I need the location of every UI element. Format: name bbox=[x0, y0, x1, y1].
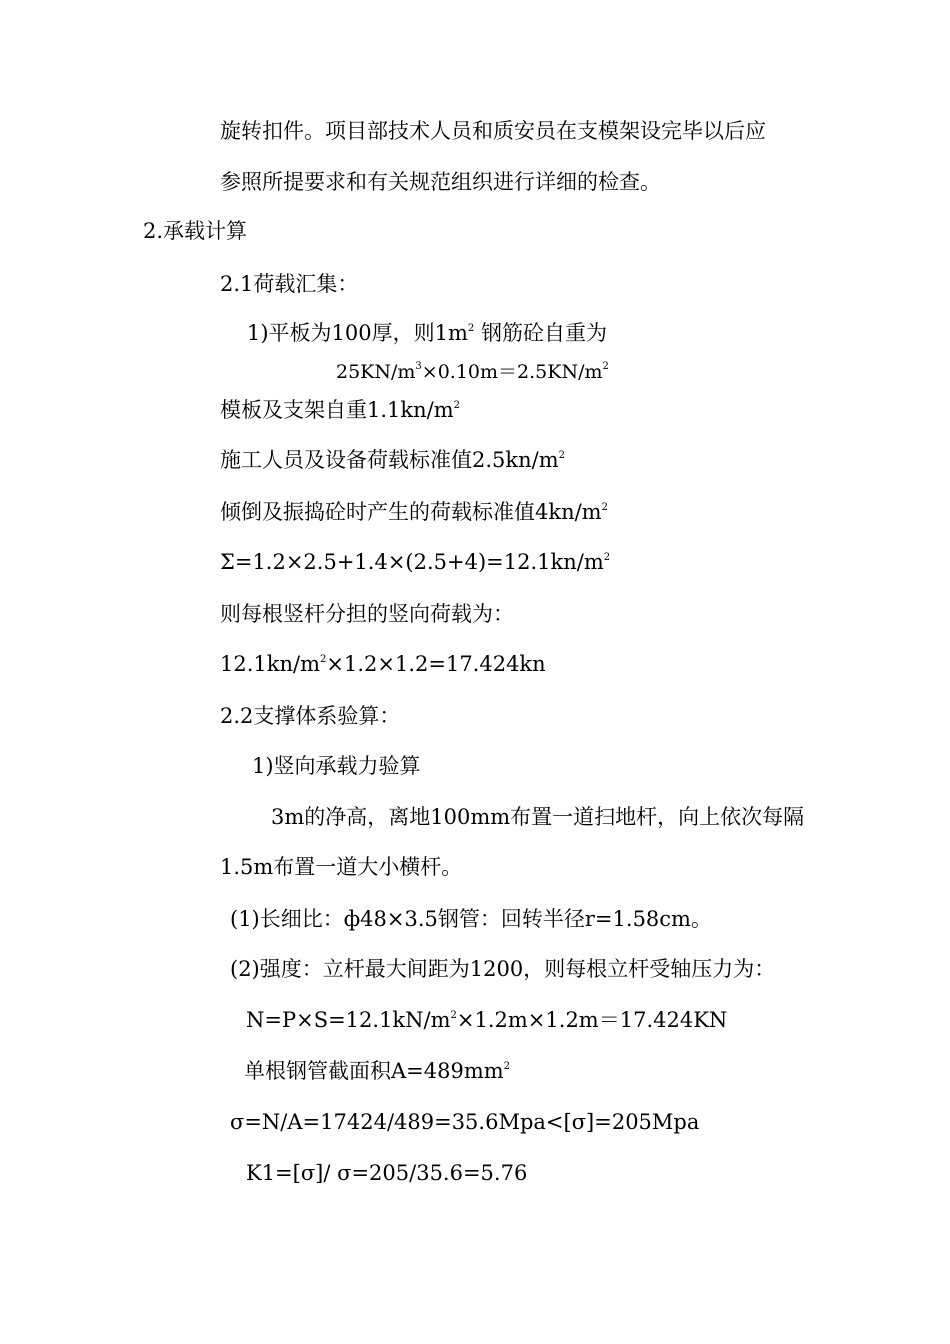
text-line-2: 参照所提要求和有关规范组织进行详细的检查。 bbox=[220, 170, 661, 194]
text-segment: 12.1kn/m bbox=[220, 652, 320, 676]
text-line-pouring bbox=[220, 498, 608, 526]
text-segment: 施工人员及设备荷载标准值2.5kn/m bbox=[220, 448, 559, 472]
superscript: 2 bbox=[603, 552, 611, 563]
text-line-height: 3m的净高，离地100mm布置一道扫地杆，向上依次每隔 bbox=[271, 805, 805, 829]
text-line-vertical-check: 1)竖向承载力验算 bbox=[252, 754, 421, 778]
superscript: 2 bbox=[503, 1061, 511, 1072]
text-line-per-pole: 则每根竖杆分担的竖向荷载为： bbox=[220, 602, 514, 626]
text-segment: 25KN/m bbox=[336, 361, 416, 383]
text-segment: 1)平板为100厚，则1m bbox=[247, 321, 468, 345]
superscript: 2 bbox=[602, 361, 609, 372]
text-segment: ×0.10m＝2.5KN/m bbox=[421, 361, 603, 383]
text-segment: Σ=1.2×2.5+1.4×(2.5+4)=12.1kn/m bbox=[220, 550, 604, 574]
text-line-1: 旋转扣件。项目部技术人员和质安员在支模架设完毕以后应 bbox=[220, 119, 766, 143]
text-segment: 钢筋砼自重为 bbox=[480, 321, 607, 345]
text-line-stress: σ=N/A=17424/489=35.6Mpa<[σ]=205Mpa bbox=[230, 1110, 700, 1134]
text-line-workers bbox=[220, 446, 565, 474]
text-line-sum bbox=[220, 548, 610, 576]
text-line-area bbox=[244, 1057, 510, 1085]
subsection-heading-2: 2.2支撑体系验算： bbox=[220, 704, 401, 728]
superscript: 2 bbox=[453, 400, 461, 411]
text-segment: ×1.2m×1.2m＝17.424KN bbox=[456, 1008, 728, 1032]
superscript: 3 bbox=[415, 361, 422, 372]
text-line-slenderness: (1)长细比：ф48×3.5钢管：回转半径r=1.58cm。 bbox=[230, 907, 712, 931]
text-line-slab bbox=[247, 319, 607, 347]
section-heading: 2.承载计算 bbox=[143, 219, 248, 243]
text-segment: N=P×S=12.1kN/m bbox=[246, 1008, 451, 1032]
superscript: 2 bbox=[450, 1010, 457, 1021]
superscript: 2 bbox=[558, 450, 566, 461]
text-line-axial-force bbox=[246, 1006, 727, 1034]
text-line-strength: (2)强度：立杆最大间距为1200，则每根立杆受轴压力为： bbox=[230, 957, 776, 981]
superscript: 2 bbox=[467, 323, 475, 334]
text-line-crossbars: 1.5m布置一道大小横杆。 bbox=[220, 855, 463, 879]
text-line-per-pole-value bbox=[220, 650, 546, 678]
formula-line bbox=[336, 358, 609, 386]
text-segment: 倾倒及振捣砼时产生的荷载标准值4kn/m bbox=[220, 500, 602, 524]
text-line-safety-factor: K1=[σ]/ σ=205/35.6=5.76 bbox=[246, 1161, 528, 1185]
text-segment: ×1.2×1.2=17.424kn bbox=[326, 652, 546, 676]
superscript: 2 bbox=[601, 502, 608, 513]
text-segment: 单根钢管截面积A=489mm bbox=[244, 1059, 504, 1083]
subsection-heading: 2.1荷载汇集： bbox=[220, 272, 359, 296]
text-segment: 模板及支架自重1.1kn/m bbox=[220, 398, 454, 422]
text-line-formwork bbox=[220, 396, 460, 424]
superscript: 2 bbox=[320, 654, 327, 665]
